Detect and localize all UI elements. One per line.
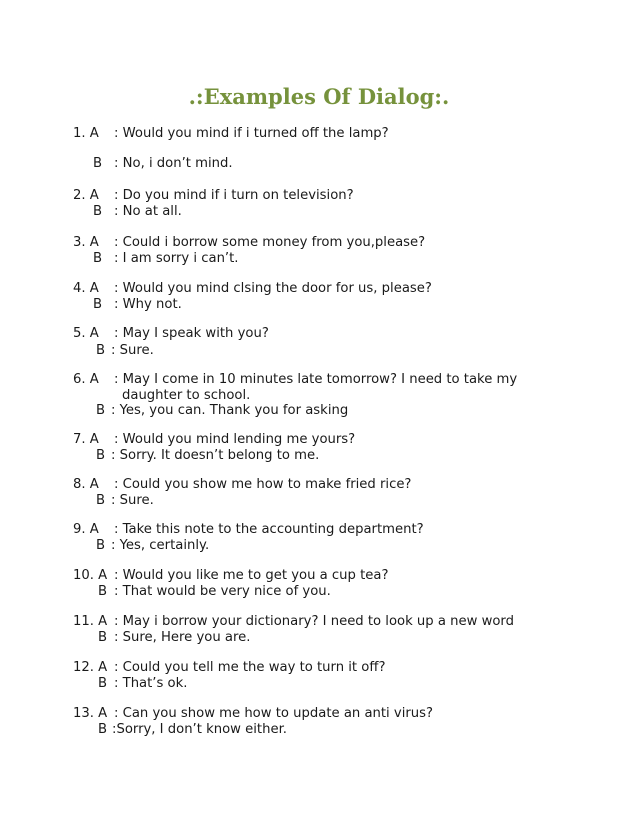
dialog-4-a-text: : Would you mind clsing the door for us, please? bbox=[114, 281, 432, 296]
dialog-1-b-text: : No, i don’t mind. bbox=[114, 156, 233, 171]
dialog-4-b-text: : Why not. bbox=[114, 297, 182, 312]
dialog-13-a-text: : Can you show me how to update an anti virus? bbox=[114, 706, 434, 721]
dialog-10-b-prefix: B bbox=[98, 584, 108, 599]
dialog-4-b-prefix: B bbox=[93, 297, 103, 312]
dialog-9-b-prefix: B bbox=[96, 538, 106, 553]
dialog-6-a-prefix: 6. A bbox=[73, 372, 99, 387]
dialog-5-a-text: : May I speak with you? bbox=[114, 326, 269, 341]
dialog-11-a-text: : May i borrow your dictionary? I need to look up a new word bbox=[114, 614, 514, 629]
dialog-11-b-prefix: B bbox=[98, 630, 108, 645]
dialog-7-a-text: : Would you mind lending me yours? bbox=[114, 432, 356, 447]
dialog-3-a-text: : Could i borrow some money from you,please? bbox=[114, 235, 426, 250]
dialog-2-b-prefix: B bbox=[93, 204, 103, 219]
dialog-8-a-text: : Could you show me how to make fried rice? bbox=[114, 477, 412, 492]
dialog-5-b-text: : Sure. bbox=[111, 343, 154, 358]
dialog-6-a-continuation: daughter to school. bbox=[122, 388, 251, 403]
dialog-8-b-text: : Sure. bbox=[111, 493, 154, 508]
dialog-5-a-prefix: 5. A bbox=[73, 326, 99, 341]
dialog-1-a-text: : Would you mind if i turned off the lamp? bbox=[114, 126, 389, 141]
dialog-2-b-text: : No at all. bbox=[114, 204, 182, 219]
dialog-10-a-text: : Would you like me to get you a cup tea? bbox=[114, 568, 389, 583]
dialog-12-b-prefix: B bbox=[98, 676, 108, 691]
dialog-9-a-text: : Take this note to the accounting department? bbox=[114, 522, 424, 537]
dialog-13-a-prefix: 13. A bbox=[73, 706, 108, 721]
dialog-7-a-prefix: 7. A bbox=[73, 432, 99, 447]
page-title: .:Examples Of Dialog:. bbox=[188, 84, 450, 109]
dialog-11-b-text: : Sure, Here you are. bbox=[114, 630, 251, 645]
dialog-6-b-text: : Yes, you can. Thank you for asking bbox=[111, 403, 349, 418]
dialog-3-a-prefix: 3. A bbox=[73, 235, 99, 250]
dialog-9-a-prefix: 9. A bbox=[73, 522, 99, 537]
dialog-7-b-prefix: B bbox=[96, 448, 106, 463]
dialog-3-b-text: : I am sorry i can’t. bbox=[114, 251, 239, 266]
dialog-10-b-text: : That would be very nice of you. bbox=[114, 584, 331, 599]
dialog-3-b-prefix: B bbox=[93, 251, 103, 266]
dialog-11-a-prefix: 11. A bbox=[73, 614, 108, 629]
dialog-7-b-text: : Sorry. It doesn’t belong to me. bbox=[111, 448, 320, 463]
dialog-6-a-text: : May I come in 10 minutes late tomorrow? I need to take my bbox=[114, 372, 518, 387]
dialog-12-a-prefix: 12. A bbox=[73, 660, 108, 675]
dialog-13-b-text: :Sorry, I don’t know either. bbox=[112, 722, 287, 737]
dialog-8-b-prefix: B bbox=[96, 493, 106, 508]
dialog-5-b-prefix: B bbox=[96, 343, 106, 358]
dialog-8-a-prefix: 8. A bbox=[73, 477, 99, 492]
dialog-2-a-text: : Do you mind if i turn on television? bbox=[114, 188, 354, 203]
dialog-12-a-text: : Could you tell me the way to turn it off? bbox=[114, 660, 386, 675]
dialog-12-b-text: : That’s ok. bbox=[114, 676, 188, 691]
dialog-9-b-text: : Yes, certainly. bbox=[111, 538, 210, 553]
dialog-10-a-prefix: 10. A bbox=[73, 568, 108, 583]
dialog-6-b-prefix: B bbox=[96, 403, 106, 418]
dialog-2-a-prefix: 2. A bbox=[73, 188, 99, 203]
dialog-13-b-prefix: B bbox=[98, 722, 108, 737]
dialog-4-a-prefix: 4. A bbox=[73, 281, 99, 296]
dialog-1-b-prefix: B bbox=[93, 156, 103, 171]
dialog-1-a-prefix: 1. A bbox=[73, 126, 99, 141]
